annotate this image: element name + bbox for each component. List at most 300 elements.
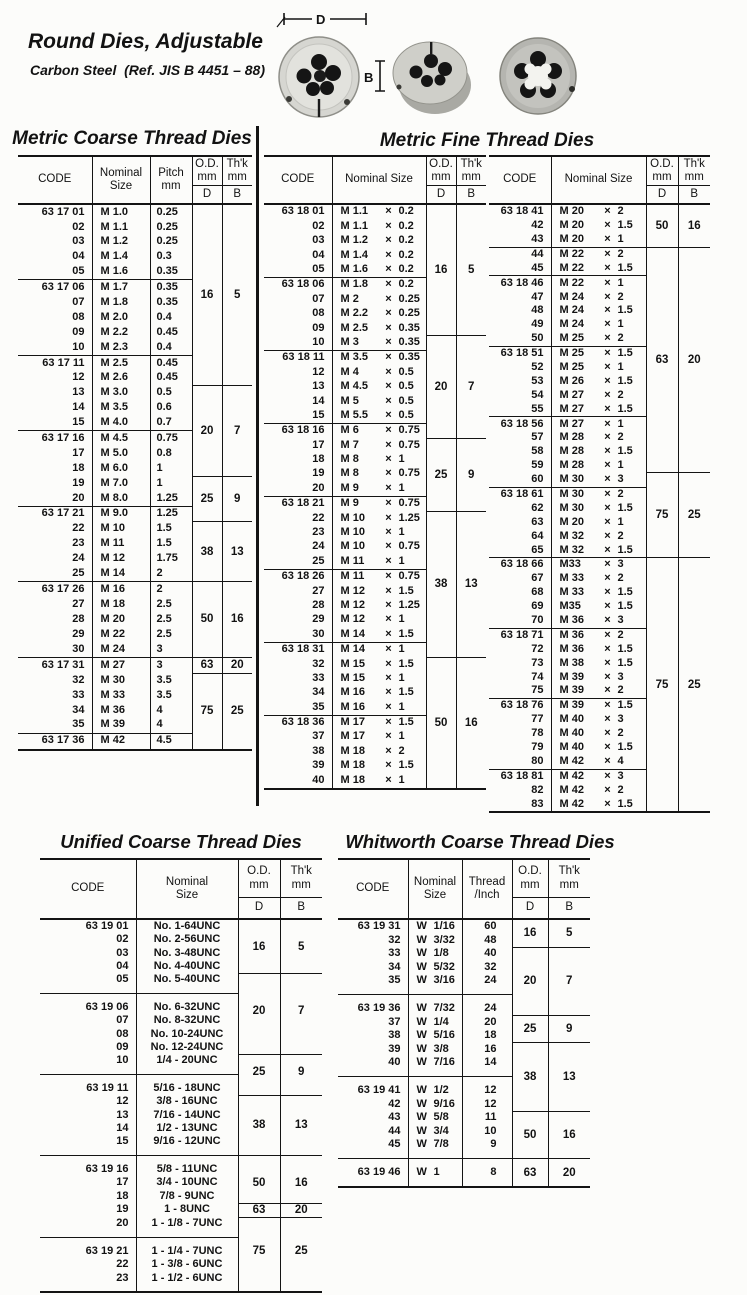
code-cell: 38 bbox=[388, 1029, 401, 1042]
code-cell: 63 19 31 bbox=[338, 919, 408, 934]
size-cell: No. 10-24UNC bbox=[136, 1028, 238, 1041]
code-cell: 22 bbox=[312, 511, 325, 524]
code-cell: 63 18 31 bbox=[264, 642, 332, 657]
size-cell: M 3.5 bbox=[92, 401, 150, 416]
size-cell: M 39 × 3 bbox=[551, 670, 646, 684]
od-cell: 20 bbox=[512, 947, 548, 1015]
size-cell: M35 × 1.5 bbox=[551, 600, 646, 614]
size-cell: M 4 × 0.5 bbox=[332, 365, 426, 379]
code-header: CODE bbox=[71, 882, 105, 895]
size-cell: M 2 × 0.25 bbox=[332, 292, 426, 306]
size-cell: M 12 bbox=[92, 551, 150, 566]
od-d-header: D bbox=[192, 186, 222, 205]
od-cell: 75 bbox=[646, 473, 678, 558]
table-row bbox=[18, 204, 252, 220]
table-row bbox=[338, 1043, 590, 1057]
od-cell: 50 bbox=[238, 1155, 280, 1203]
code-cell: 08 bbox=[72, 310, 85, 323]
code-header: CODE bbox=[503, 173, 537, 186]
code-cell: 14 bbox=[312, 394, 325, 407]
od-cell: 16 bbox=[238, 919, 280, 974]
pitch-cell: 1 bbox=[150, 476, 192, 491]
size-cell: M 18 × 1 bbox=[332, 773, 426, 788]
size-cell: M 28 × 1 bbox=[551, 459, 646, 473]
thk-cell: 20 bbox=[548, 1158, 590, 1186]
od-cell: 63 bbox=[238, 1203, 280, 1217]
code-cell: 63 17 36 bbox=[18, 733, 92, 749]
size-cell: M 8.0 bbox=[92, 491, 150, 506]
thk-cell: 7 bbox=[548, 947, 590, 1015]
size-cell: M 40 × 1.5 bbox=[551, 741, 646, 755]
code-cell: 63 19 16 bbox=[40, 1155, 136, 1176]
metric-fine-title: Metric Fine Thread Dies bbox=[379, 130, 595, 151]
tpi-cell: 14 bbox=[462, 1056, 512, 1076]
code-cell: 63 18 16 bbox=[264, 423, 332, 438]
code-cell: 58 bbox=[531, 445, 544, 458]
table-row bbox=[18, 522, 252, 537]
code-cell: 63 18 61 bbox=[489, 487, 551, 501]
header-row bbox=[489, 156, 710, 186]
size-cell: 7/16 - 14UNC bbox=[136, 1109, 238, 1122]
pitch-cell: 0.35 bbox=[150, 295, 192, 310]
od-header: O.D. mm bbox=[238, 859, 280, 898]
code-cell: 10 bbox=[312, 335, 325, 348]
pitch-cell: 2 bbox=[150, 566, 192, 581]
thk-cell: 16 bbox=[456, 657, 486, 789]
thk-cell: 9 bbox=[222, 476, 252, 522]
tpi-cell: 32 bbox=[462, 961, 512, 975]
size-cell: M 11 bbox=[92, 537, 150, 552]
section-divider bbox=[256, 126, 259, 806]
od-cell: 63 bbox=[512, 1158, 548, 1186]
code-cell: 17 bbox=[72, 446, 85, 459]
pitch-cell: 1 bbox=[150, 461, 192, 476]
code-cell: 63 18 11 bbox=[264, 350, 332, 365]
size-cell: M 42 bbox=[92, 733, 150, 749]
whitworth-title: Whitworth Coarse Thread Dies bbox=[345, 831, 615, 852]
metric-fine-left-table bbox=[264, 155, 486, 790]
thk-cell: 13 bbox=[548, 1043, 590, 1111]
code-cell: 74 bbox=[531, 670, 544, 683]
code-cell: 37 bbox=[388, 1015, 401, 1028]
pitch-cell: 3.5 bbox=[150, 673, 192, 688]
code-cell: 15 bbox=[312, 408, 325, 421]
size-cell: M 26 × 1.5 bbox=[551, 375, 646, 389]
od-cell: 25 bbox=[238, 1055, 280, 1096]
header-row bbox=[264, 156, 486, 186]
table-row bbox=[40, 919, 322, 933]
code-cell: 28 bbox=[312, 598, 325, 611]
size-cell: W 5/32 bbox=[408, 961, 462, 975]
code-cell: 18 bbox=[116, 1189, 129, 1202]
od-cell: 75 bbox=[192, 673, 222, 749]
size-cell: 1 - 8UNC bbox=[136, 1203, 238, 1217]
code-cell: 09 bbox=[312, 321, 325, 334]
thk-cell: 7 bbox=[456, 336, 486, 439]
table-row bbox=[18, 476, 252, 491]
thk-cell: 25 bbox=[678, 473, 710, 558]
od-cell: 16 bbox=[426, 204, 456, 336]
size-cell: M 17 × 1.5 bbox=[332, 715, 426, 730]
size-cell: M 5 × 0.5 bbox=[332, 394, 426, 408]
code-cell: 27 bbox=[312, 584, 325, 597]
code-cell: 02 bbox=[116, 933, 129, 946]
table-row bbox=[264, 336, 486, 351]
size-cell: M 1.0 bbox=[92, 204, 150, 220]
thk-header: Th'k mm bbox=[280, 859, 322, 898]
code-cell: 68 bbox=[531, 586, 544, 599]
size-cell: W 1/4 bbox=[408, 1016, 462, 1030]
size-cell: M 17 × 1 bbox=[332, 730, 426, 744]
code-cell: 07 bbox=[116, 1014, 129, 1027]
size-cell: M 36 × 2 bbox=[551, 628, 646, 642]
code-cell: 63 bbox=[531, 515, 544, 528]
od-cell: 16 bbox=[192, 204, 222, 386]
code-cell: 04 bbox=[116, 960, 129, 973]
table-row bbox=[40, 974, 322, 994]
code-cell: 45 bbox=[531, 261, 544, 274]
code-cell: 18 bbox=[312, 453, 325, 466]
pitch-cell: 0.25 bbox=[150, 204, 192, 220]
table-row bbox=[338, 1111, 590, 1125]
code-cell: 77 bbox=[531, 713, 544, 726]
od-cell: 38 bbox=[192, 522, 222, 582]
size-cell: M 18 bbox=[92, 597, 150, 612]
code-cell: 09 bbox=[72, 325, 85, 338]
thk-cell: 25 bbox=[222, 673, 252, 749]
table-row bbox=[40, 1203, 322, 1217]
size-cell: M 24 × 2 bbox=[551, 290, 646, 304]
size-cell: M 5.0 bbox=[92, 446, 150, 461]
code-cell: 33 bbox=[312, 671, 325, 684]
size-cell: 5/16 - 18UNC bbox=[136, 1074, 238, 1095]
size-cell: No. 2-56UNC bbox=[136, 933, 238, 946]
size-cell: M 33 bbox=[92, 688, 150, 703]
table-row bbox=[40, 1095, 322, 1108]
size-cell: M 6 × 0.75 bbox=[332, 423, 426, 438]
thk-cell: 5 bbox=[548, 919, 590, 947]
code-cell: 07 bbox=[312, 292, 325, 305]
code-cell: 70 bbox=[531, 614, 544, 626]
pitch-cell: 1.5 bbox=[150, 537, 192, 552]
code-cell: 15 bbox=[116, 1135, 129, 1148]
thk-cell: 25 bbox=[280, 1217, 322, 1292]
size-cell: M 32 × 1.5 bbox=[551, 543, 646, 557]
code-cell: 13 bbox=[116, 1108, 129, 1121]
table-row bbox=[264, 511, 486, 525]
size-cell: 9/16 - 12UNC bbox=[136, 1135, 238, 1155]
size-cell: W 5/16 bbox=[408, 1029, 462, 1043]
od-cell: 25 bbox=[192, 476, 222, 522]
page-subtitle: Carbon Steel (Ref. JIS B 4451 – 88) bbox=[30, 62, 265, 78]
size-cell: 5/8 - 11UNC bbox=[136, 1155, 238, 1176]
size-cell: M 2.2 bbox=[92, 325, 150, 340]
code-cell: 33 bbox=[72, 688, 85, 701]
tpi-cell: 18 bbox=[462, 1029, 512, 1043]
code-cell: 32 bbox=[388, 933, 401, 946]
code-cell: 63 18 36 bbox=[264, 715, 332, 730]
table-row bbox=[18, 582, 252, 597]
code-cell: 15 bbox=[72, 416, 85, 429]
thk-cell: 9 bbox=[280, 1055, 322, 1096]
table-row bbox=[264, 438, 486, 452]
table-row bbox=[40, 1055, 322, 1075]
code-cell: 03 bbox=[116, 946, 129, 959]
unified-title: Unified Coarse Thread Dies bbox=[60, 831, 302, 852]
code-cell: 12 bbox=[116, 1095, 129, 1108]
thk-cell: 25 bbox=[678, 558, 710, 813]
size-cell: W 3/32 bbox=[408, 934, 462, 948]
od-header: O.D. mm bbox=[192, 156, 222, 186]
pitch-cell: 0.4 bbox=[150, 310, 192, 325]
code-cell: 20 bbox=[72, 491, 85, 504]
code-cell: 42 bbox=[388, 1097, 401, 1110]
size-cell: M 42 × 2 bbox=[551, 784, 646, 798]
od-cell: 25 bbox=[426, 438, 456, 511]
table-row bbox=[338, 947, 590, 961]
size-cell: M 12 × 1 bbox=[332, 613, 426, 627]
thk-b-header: B bbox=[678, 186, 710, 205]
od-cell: 38 bbox=[426, 511, 456, 657]
code-cell: 48 bbox=[531, 304, 544, 317]
size-cell: No. 1-64UNC bbox=[136, 919, 238, 933]
code-cell: 19 bbox=[312, 467, 325, 480]
code-cell: 67 bbox=[531, 572, 544, 585]
code-cell: 12 bbox=[72, 371, 85, 384]
tpi-cell: 10 bbox=[462, 1125, 512, 1139]
code-cell: 63 17 06 bbox=[18, 280, 92, 295]
pitch-cell: 0.8 bbox=[150, 446, 192, 461]
size-cell: W 9/16 bbox=[408, 1098, 462, 1112]
size-header: Nominal Size bbox=[136, 859, 238, 919]
die-front-view bbox=[279, 37, 359, 117]
pitch-cell: 2 bbox=[150, 582, 192, 597]
code-cell: 23 bbox=[116, 1271, 129, 1284]
pitch-cell: 0.25 bbox=[150, 235, 192, 250]
size-cell: W 1/8 bbox=[408, 947, 462, 961]
size-cell: M 30 × 2 bbox=[551, 487, 646, 501]
code-cell: 75 bbox=[531, 684, 544, 697]
pitch-cell: 1.25 bbox=[150, 491, 192, 506]
size-cell: M 10 × 0.75 bbox=[332, 540, 426, 554]
code-header: CODE bbox=[38, 173, 72, 186]
pitch-cell: 1.5 bbox=[150, 522, 192, 537]
code-cell: 08 bbox=[116, 1027, 129, 1040]
size-cell: M 18 × 2 bbox=[332, 744, 426, 758]
code-cell: 10 bbox=[72, 340, 85, 353]
size-cell: 3/4 - 10UNC bbox=[136, 1176, 238, 1189]
code-header: CODE bbox=[356, 882, 390, 895]
size-header: Nominal Size bbox=[332, 156, 426, 204]
code-cell: 44 bbox=[489, 247, 551, 261]
code-cell: 65 bbox=[531, 543, 544, 556]
table-row bbox=[18, 673, 252, 688]
code-cell: 63 18 66 bbox=[489, 558, 551, 572]
code-cell: 24 bbox=[312, 540, 325, 553]
code-cell: 63 19 46 bbox=[338, 1158, 408, 1186]
size-cell: M 14 bbox=[92, 566, 150, 581]
code-cell: 47 bbox=[531, 290, 544, 303]
code-cell: 73 bbox=[531, 656, 544, 669]
thk-cell: 16 bbox=[678, 204, 710, 247]
pitch-cell: 0.4 bbox=[150, 340, 192, 355]
size-cell: M 2.0 bbox=[92, 310, 150, 325]
code-cell: 83 bbox=[531, 797, 544, 810]
size-cell: M 12 × 1.5 bbox=[332, 584, 426, 598]
size-cell: M 30 bbox=[92, 673, 150, 688]
size-cell: No. 12-24UNC bbox=[136, 1041, 238, 1054]
table-row bbox=[338, 1158, 590, 1186]
code-cell: 49 bbox=[531, 318, 544, 331]
size-cell: M 10 × 1 bbox=[332, 526, 426, 540]
pitch-cell: 2.5 bbox=[150, 597, 192, 612]
unified-table bbox=[40, 858, 322, 1293]
size-cell: W 1 bbox=[408, 1158, 462, 1186]
od-cell: 50 bbox=[426, 657, 456, 789]
die-angled-view bbox=[500, 38, 576, 114]
header-row bbox=[18, 156, 252, 186]
size-cell: M 14 × 1.5 bbox=[332, 627, 426, 642]
pitch-header: Pitch mm bbox=[150, 156, 192, 204]
code-cell: 35 bbox=[312, 700, 325, 713]
size-cell: M 16 × 1 bbox=[332, 700, 426, 715]
code-cell: 63 18 81 bbox=[489, 769, 551, 783]
size-cell: M 7.0 bbox=[92, 476, 150, 491]
code-cell: 17 bbox=[116, 1176, 129, 1189]
code-cell: 62 bbox=[531, 501, 544, 514]
size-cell: M 22 bbox=[92, 627, 150, 642]
size-cell: No. 5-40UNC bbox=[136, 974, 238, 994]
size-cell: M 12 × 1.25 bbox=[332, 599, 426, 613]
size-cell: No. 6-32UNC bbox=[136, 993, 238, 1014]
round-dies-photo bbox=[272, 5, 584, 119]
size-cell: M 40 × 2 bbox=[551, 727, 646, 741]
size-cell: M 27 × 1.5 bbox=[551, 402, 646, 416]
code-cell: 53 bbox=[531, 374, 544, 387]
size-cell: M 7 × 0.75 bbox=[332, 438, 426, 452]
code-cell: 42 bbox=[531, 219, 544, 232]
thk-b-header: B bbox=[548, 898, 590, 920]
thk-header: Th'k mm bbox=[548, 859, 590, 898]
code-cell: 17 bbox=[312, 438, 325, 451]
size-cell: M 20 bbox=[92, 612, 150, 627]
table-row bbox=[489, 247, 710, 261]
size-cell: M 2.3 bbox=[92, 340, 150, 355]
code-cell: 63 18 46 bbox=[489, 276, 551, 290]
size-cell: 3/8 - 16UNC bbox=[136, 1095, 238, 1108]
pitch-cell: 3 bbox=[150, 642, 192, 657]
code-cell: 04 bbox=[312, 248, 325, 261]
die-side-view bbox=[393, 42, 471, 114]
size-cell: W 3/16 bbox=[408, 974, 462, 994]
size-cell: M 1.6 × 0.2 bbox=[332, 263, 426, 278]
size-cell: M 9.0 bbox=[92, 506, 150, 521]
size-cell: 1/2 - 13UNC bbox=[136, 1122, 238, 1135]
pitch-cell: 2.5 bbox=[150, 627, 192, 642]
size-cell: M 27 bbox=[92, 657, 150, 673]
thk-b-header: B bbox=[280, 898, 322, 920]
thk-cell: 7 bbox=[280, 974, 322, 1055]
size-cell: M 36 bbox=[92, 703, 150, 718]
od-cell: 16 bbox=[512, 919, 548, 947]
code-cell: 60 bbox=[531, 473, 544, 486]
size-cell: M 14 × 1 bbox=[332, 642, 426, 657]
od-cell: 75 bbox=[646, 558, 678, 813]
code-cell: 54 bbox=[531, 388, 544, 401]
code-cell: 63 17 01 bbox=[18, 204, 92, 220]
size-cell: M 40 × 3 bbox=[551, 713, 646, 727]
whitworth-table bbox=[338, 858, 590, 1188]
size-cell: M 36 × 3 bbox=[551, 614, 646, 628]
table-row bbox=[18, 657, 252, 673]
metric-coarse-title: Metric Coarse Thread Dies bbox=[12, 128, 252, 149]
code-cell: 63 19 01 bbox=[40, 919, 136, 933]
od-cell: 25 bbox=[512, 1016, 548, 1043]
metric-fine-right-table bbox=[489, 155, 710, 813]
od-d-header: D bbox=[238, 898, 280, 920]
tpi-cell: 8 bbox=[462, 1158, 512, 1186]
size-cell: M 11 × 1 bbox=[332, 554, 426, 569]
size-cell: M 22 × 2 bbox=[551, 247, 646, 261]
code-cell: 39 bbox=[312, 759, 325, 772]
size-cell: M 1.4 × 0.2 bbox=[332, 248, 426, 262]
size-cell: M 3.5 × 0.35 bbox=[332, 350, 426, 365]
size-cell: M 6.0 bbox=[92, 461, 150, 476]
table-row bbox=[18, 386, 252, 401]
code-cell: 43 bbox=[388, 1111, 401, 1124]
code-cell: 63 18 21 bbox=[264, 496, 332, 511]
size-cell: M 20 × 1 bbox=[551, 233, 646, 247]
size-cell: No. 8-32UNC bbox=[136, 1014, 238, 1027]
od-header: O.D. mm bbox=[512, 859, 548, 898]
size-cell: M 30 × 1.5 bbox=[551, 502, 646, 516]
size-cell: M 8 × 1 bbox=[332, 453, 426, 467]
size-cell: M 1.6 bbox=[92, 265, 150, 280]
code-cell: 13 bbox=[312, 380, 325, 393]
size-header: Nominal Size bbox=[551, 156, 646, 204]
code-cell: 20 bbox=[312, 481, 325, 494]
od-cell: 50 bbox=[512, 1111, 548, 1158]
size-cell: M 1.8 bbox=[92, 295, 150, 310]
thk-cell: 13 bbox=[222, 522, 252, 582]
table-row bbox=[489, 558, 710, 572]
size-cell: M 4.5 × 0.5 bbox=[332, 380, 426, 394]
size-cell: M 24 bbox=[92, 642, 150, 657]
table-row bbox=[264, 204, 486, 219]
tpi-cell: 16 bbox=[462, 1043, 512, 1057]
tpi-cell: 48 bbox=[462, 934, 512, 948]
code-cell: 63 18 41 bbox=[489, 204, 551, 219]
size-cell: M 39 × 1.5 bbox=[551, 699, 646, 713]
size-cell: M 15 × 1.5 bbox=[332, 657, 426, 671]
code-cell: 10 bbox=[116, 1054, 129, 1067]
size-cell: M 2.5 bbox=[92, 355, 150, 370]
size-cell: M 2.2 × 0.25 bbox=[332, 307, 426, 321]
code-cell: 38 bbox=[312, 744, 325, 757]
code-cell: 50 bbox=[531, 332, 544, 345]
tpi-cell: 20 bbox=[462, 1016, 512, 1030]
pitch-cell: 0.7 bbox=[150, 415, 192, 430]
code-cell: 05 bbox=[72, 265, 85, 278]
thk-cell: 5 bbox=[456, 204, 486, 336]
code-cell: 27 bbox=[72, 597, 85, 610]
size-cell: M 8 × 0.75 bbox=[332, 467, 426, 481]
od-cell: 38 bbox=[512, 1043, 548, 1111]
code-cell: 63 17 21 bbox=[18, 506, 92, 521]
tpi-cell: 11 bbox=[462, 1111, 512, 1125]
pitch-cell: 0.35 bbox=[150, 280, 192, 295]
code-cell: 63 19 11 bbox=[40, 1074, 136, 1095]
